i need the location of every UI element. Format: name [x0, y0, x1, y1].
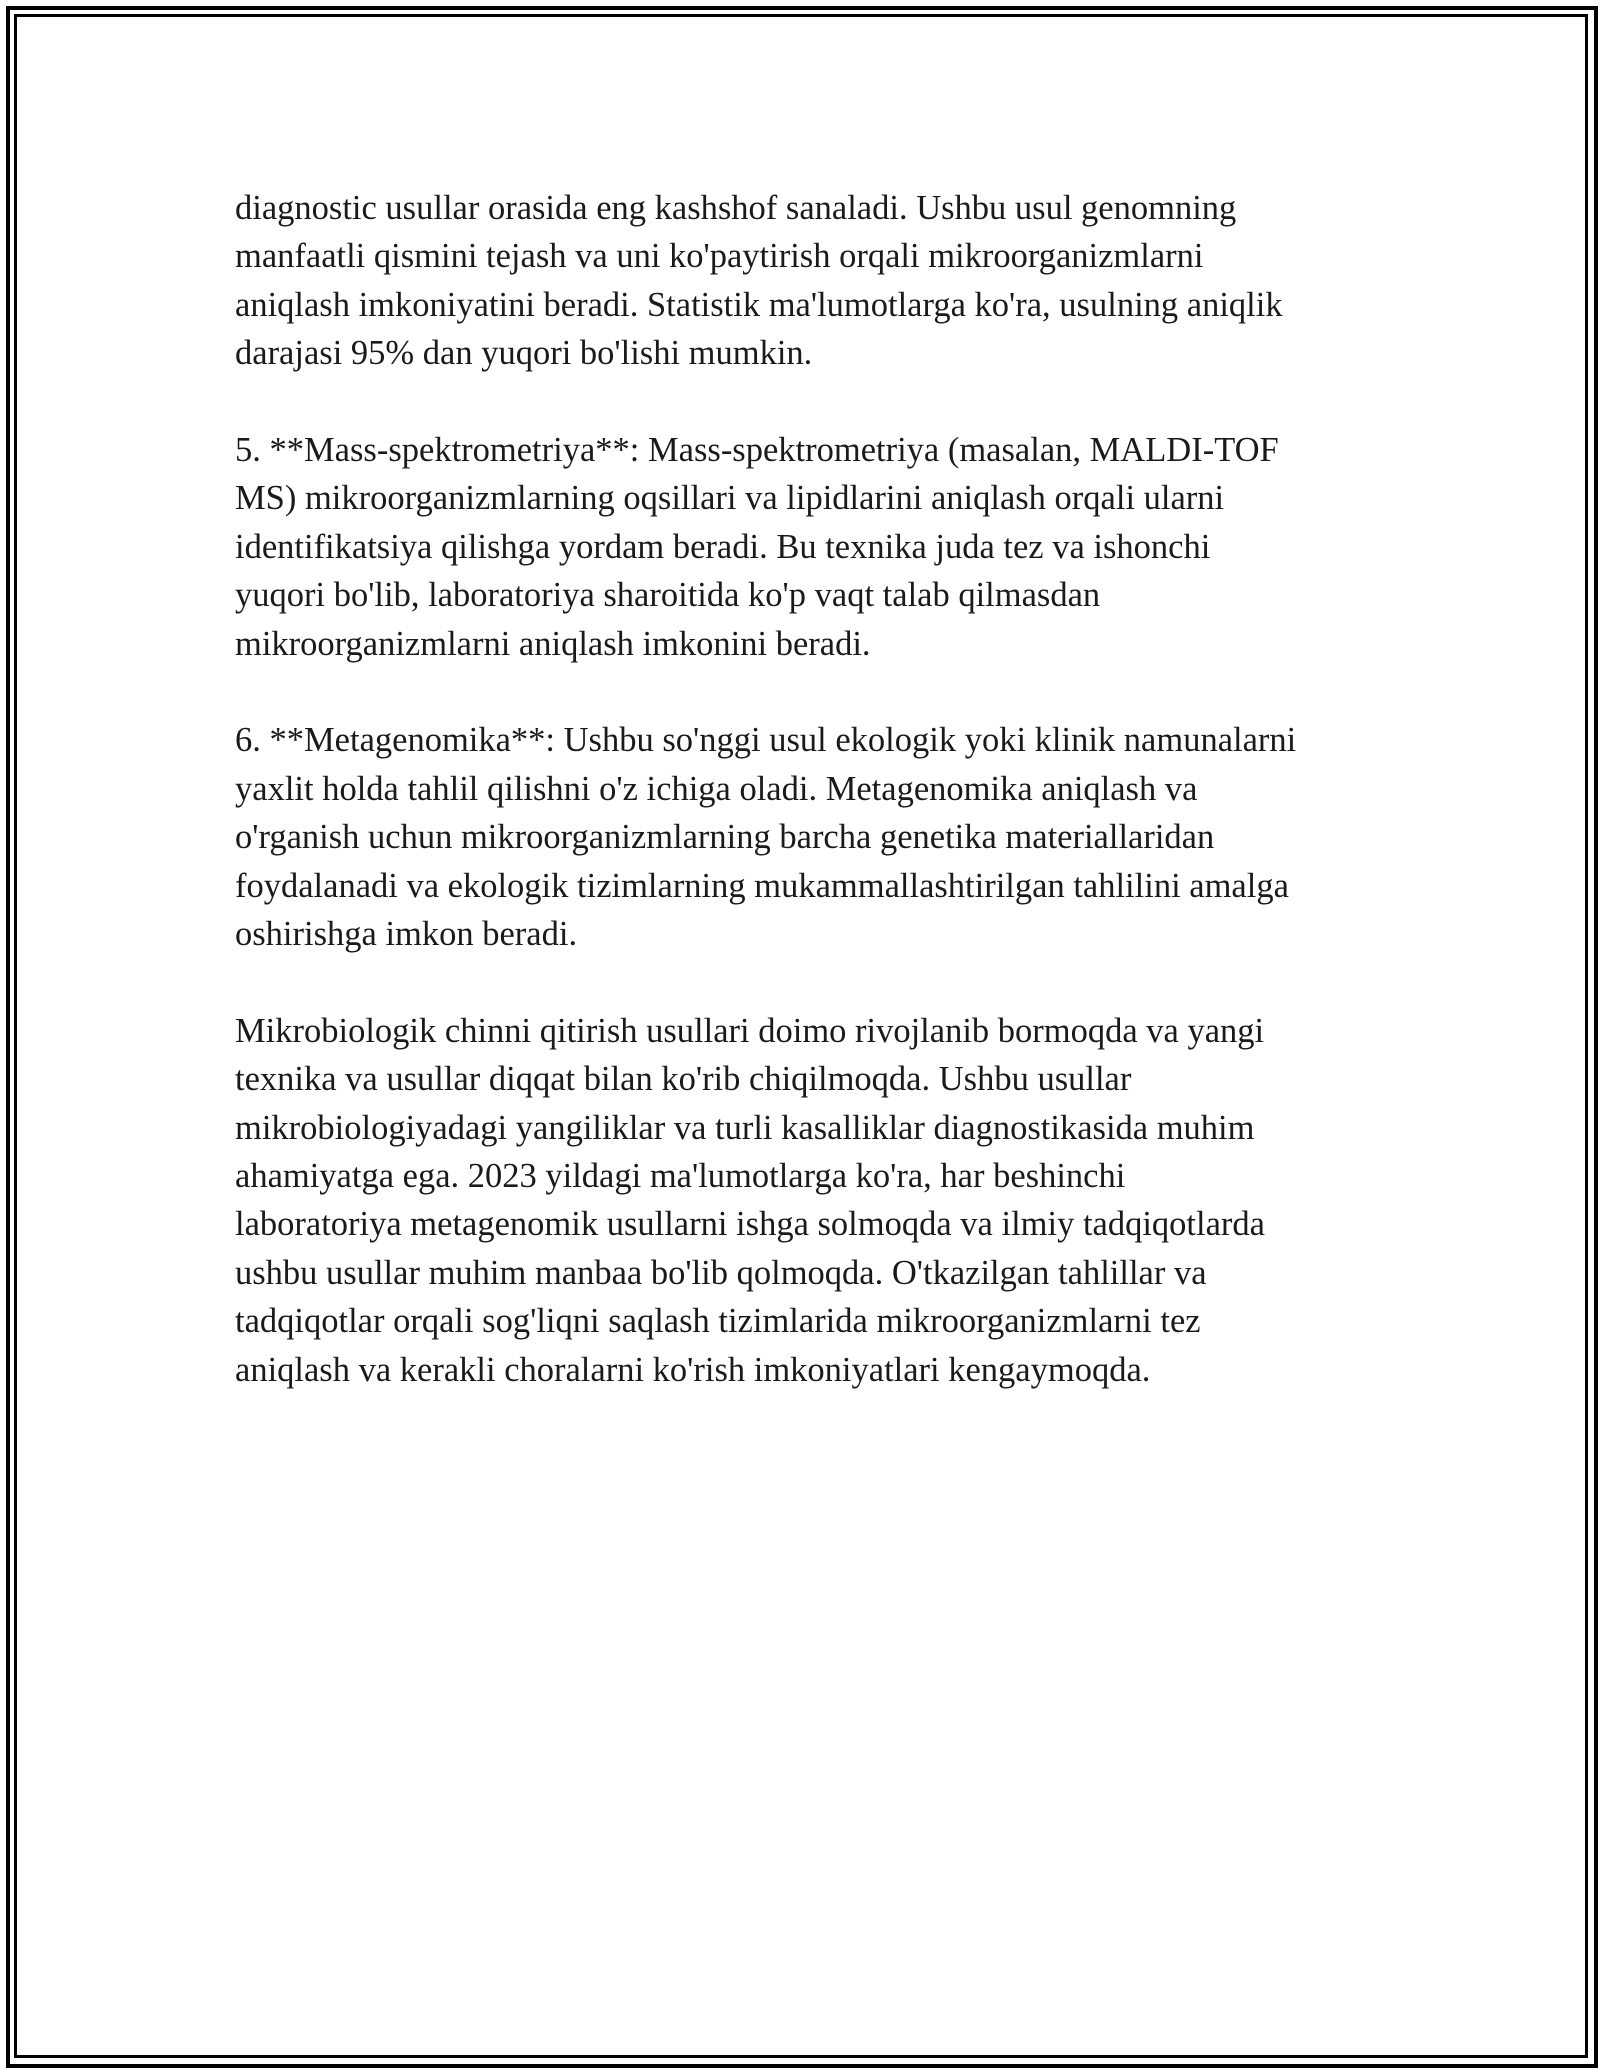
paragraph-mass-spectrometry: [235, 426, 1385, 668]
document-body: [235, 184, 1385, 1394]
paragraph-conclusion: [235, 1007, 1385, 1394]
text-line: ahamiyatga ega. 2023 yildagi ma'lumotlarga ko'ra, har beshinchi: [235, 1157, 1126, 1196]
text-line: ushbu usullar muhim manbaa bo'lib qolmoqda. O'tkazilgan tahlillar va: [235, 1253, 1207, 1292]
text-line: identifikatsiya qilishga yordam beradi. Bu texnika juda tez va ishonchi: [235, 527, 1211, 566]
text-line: Mikrobiologik chinni qitirish usullari doimo rivojlanib bormoqda va yangi: [235, 1011, 1265, 1050]
text-line: MS) mikroorganizmlarning oqsillari va lipidlarini aniqlash orqali ularni: [235, 479, 1225, 518]
paragraph-metagenomics: [235, 716, 1385, 958]
text-line: diagnostic usullar orasida eng kashshof sanaladi. Ushbu usul genomning: [235, 189, 1237, 227]
text-line: mikrobiologiyadagi yangiliklar va turli kasalliklar diagnostikasida muhim: [235, 1108, 1255, 1147]
text-line: texnika va usullar diqqat bilan ko'rib chiqilmoqda. Ushbu usullar: [235, 1060, 1132, 1099]
text-line: darajasi 95% dan yuqori bo'lishi mumkin.: [235, 334, 813, 373]
text-line: yaxlit holda tahlil qilishni o'z ichiga oladi. Metagenomika aniqlash va: [235, 769, 1198, 808]
text-line: oshirishga imkon beradi.: [235, 915, 578, 954]
text-line: 6. **Metagenomika**: Ushbu so'nggi usul ekologik yoki klinik namunalarni: [235, 721, 1297, 760]
text-line: aniqlash imkoniyatini beradi. Statistik ma'lumotlarga ko'ra, usulning aniqlik: [235, 285, 1283, 324]
text-line: mikroorganizmlarni aniqlash imkonini beradi.: [235, 624, 871, 663]
text-line: aniqlash va kerakli choralarni ko'rish imkoniyatlari kengaymoqda.: [235, 1350, 1151, 1389]
text-line: manfaatli qismini tejash va uni ko'paytirish orqali mikroorganizmlarni: [235, 237, 1204, 276]
text-line: laboratoriya metagenomik usullarni ishga solmoqda va ilmiy tadqiqotlarda: [235, 1205, 1265, 1244]
text-line: o'rganish uchun mikroorganizmlarning barcha genetika materiallaridan: [235, 818, 1215, 857]
text-line: foydalanadi va ekologik tizimlarning mukammallashtirilgan tahlilini amalga: [235, 866, 1289, 905]
text-line: 5. **Mass-spektrometriya**: Mass-spektrometriya (masalan, MALDI-TOF: [235, 431, 1279, 470]
text-line: tadqiqotlar orqali sog'liqni saqlash tizimlarida mikroorganizmlarni tez: [235, 1302, 1201, 1341]
text-line: yuqori bo'lib, laboratoriya sharoitida ko'p vaqt talab qilmasdan: [235, 576, 1101, 615]
paragraph-diagnostic-methods: [235, 184, 1385, 378]
